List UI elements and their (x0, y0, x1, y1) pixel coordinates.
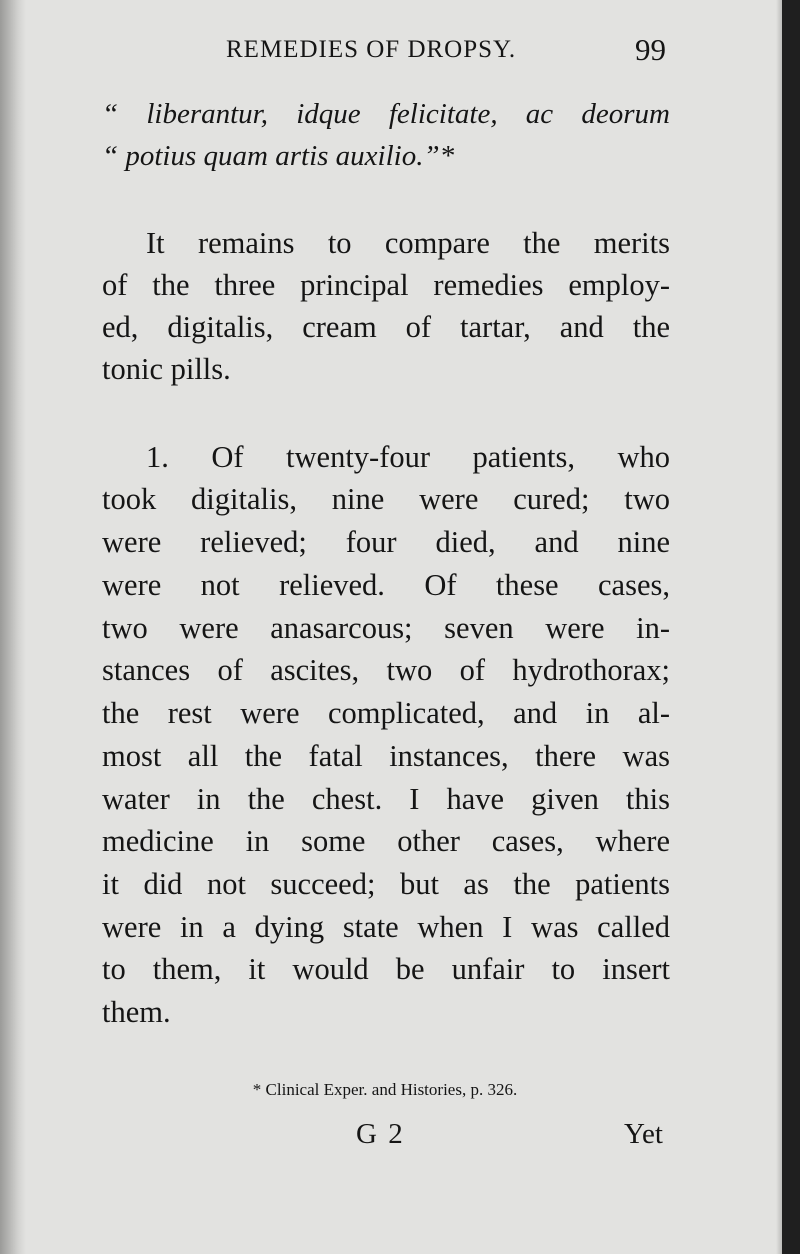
gutter-shadow (0, 0, 26, 1254)
catchword: Yet (624, 1118, 663, 1150)
text-line: it did not succeed; but as the patients (102, 867, 670, 901)
text-line: “ potius quam artis auxilio.”* (102, 140, 455, 172)
text-line: “ liberantur, idque felicitate, ac deorum (102, 98, 670, 130)
running-head: REMEDIES OF DROPSY. (226, 36, 517, 63)
text-line: ed, digitalis, cream of tartar, and the (102, 310, 670, 344)
footnote: * Clinical Exper. and Histories, p. 326. (252, 1080, 518, 1099)
text-line: were in a dying state when I was called (102, 910, 670, 944)
text-line: water in the chest. I have given this (102, 782, 670, 816)
text-line: 1. Of twenty-four patients, who (146, 440, 670, 474)
text-line: It remains to compare the merits (146, 226, 670, 260)
text-line: stances of ascites, two of hydrothorax; (102, 653, 670, 687)
text-line: the rest were complicated, and in al- (102, 696, 670, 730)
signature-mark: G 2 (356, 1118, 405, 1150)
text-line: two were anasarcous; seven were in- (102, 611, 670, 645)
text-line: them. (102, 995, 171, 1029)
text-line: tonic pills. (102, 352, 231, 386)
text-line: were not relieved. Of these cases, (102, 568, 670, 602)
text-line: to them, it would be unfair to insert (102, 952, 670, 986)
text-line: of the three principal remedies employ- (102, 268, 670, 302)
text-line: were relieved; four died, and nine (102, 525, 670, 559)
text-line: medicine in some other cases, where (102, 824, 670, 858)
text-line: most all the fatal instances, there was (102, 739, 670, 773)
page-header (100, 32, 670, 72)
page-number: 99 (635, 32, 666, 67)
page-edge (776, 0, 782, 1254)
text-line: took digitalis, nine were cured; two (102, 482, 670, 516)
